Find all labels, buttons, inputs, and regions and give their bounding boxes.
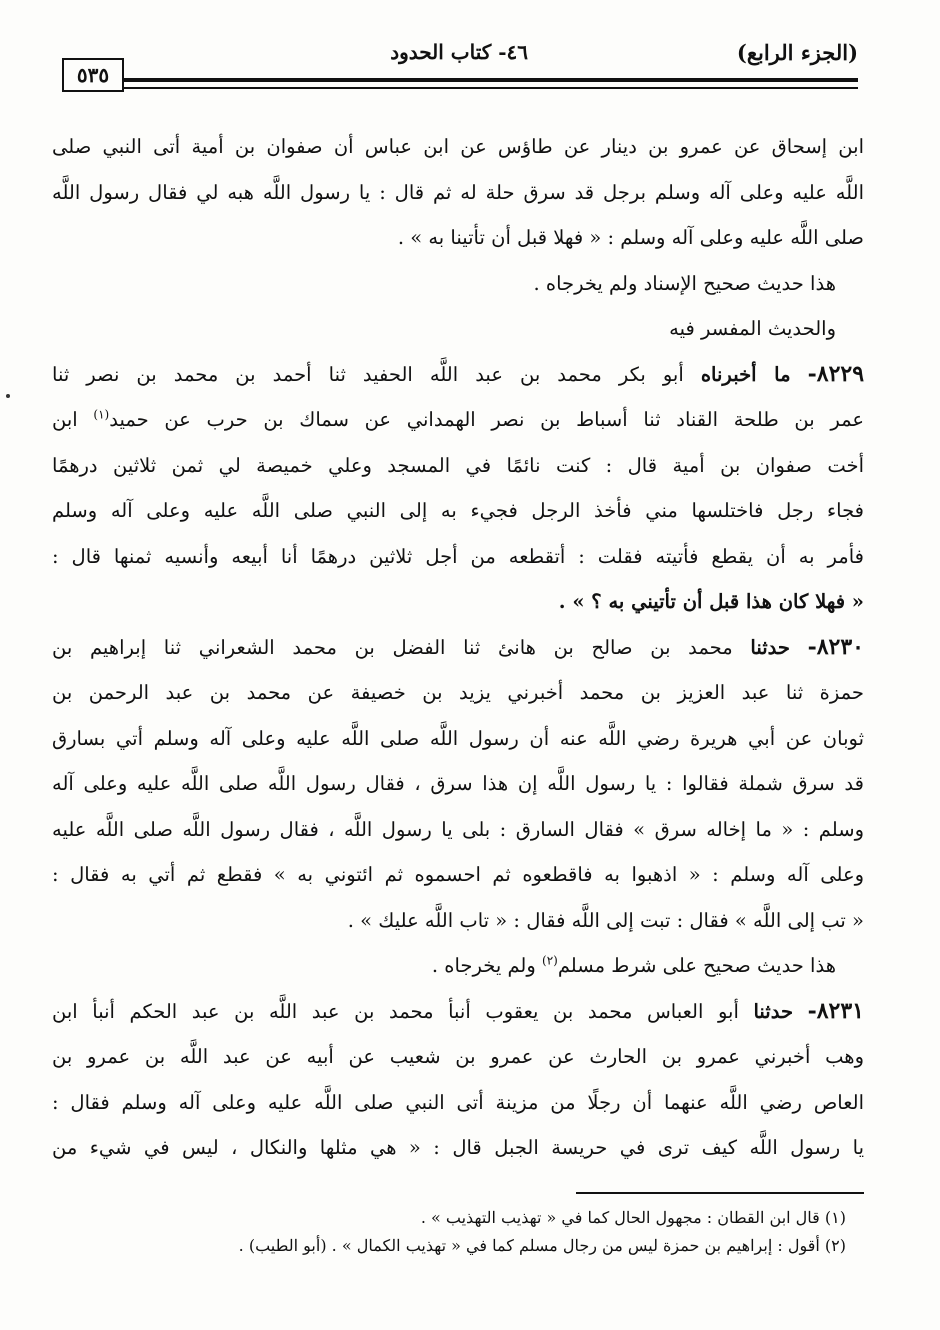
text-segment: ابن <box>52 408 78 431</box>
text-line: فأمر به أن يقطع فأتيته فقلت : أتقطعه من أجل ثلاثين درهمًا أنا أبيعه وأنسيه ثمنها قال : <box>52 544 864 568</box>
text-line <box>52 397 864 443</box>
page-number: ٥٣٥ <box>62 58 124 92</box>
text-line: صلى اللَّه عليه وعلى آله وسلم : « فهلا قبل أن تأتينا به » . <box>397 226 864 249</box>
paragraph-previous-hadith-end <box>52 124 864 261</box>
hadith-8229 <box>52 352 864 625</box>
text-line <box>52 943 836 989</box>
text-line: فجاء رجل فاختلسها مني فأخذ الرجل فجيء به إلى النبي صلى اللَّه عليه وعلى آله وسلم <box>52 499 864 522</box>
text-line: « تب إلى اللَّه » فقال : تبت إلى اللَّه فقال : « تاب اللَّه عليك » . <box>347 908 864 932</box>
margin-speck <box>6 394 10 398</box>
text-line: أخت صفوان بن أمية قال : كنت نائمًا في المسجد وعلي خميصة لي ثمن ثلاثين درهمًا <box>52 453 864 477</box>
footnote-1: (١) قال ابن القطان : مجهول الحال كما في « تهذيب التهذيب » . <box>420 1208 846 1227</box>
text-line: يا رسول اللَّه كيف ترى في حريسة الجبل قال : « هي مثلها والنكال ، ليس في شيء من <box>52 1136 864 1159</box>
part-label: (الجزء الرابع) <box>736 40 858 65</box>
text-line: حمزة ثنا عبد العزيز بن محمد أخبرني يزيد بن خصيفة عن محمد بن عبد الرحمن بن <box>52 681 864 704</box>
hadith-number: ٨٢٣٠- <box>807 633 864 660</box>
footnotes <box>52 1204 858 1260</box>
grading-note <box>52 261 864 307</box>
footnote-ref-1: (١) <box>93 407 110 422</box>
footnote-rule <box>576 1192 864 1194</box>
hadith-keyword: حدثنا <box>750 635 790 659</box>
footnote-2: (٢) أقول : إبراهيم بن حمزة ليس من رجال مسلم كما في « تهذيب الكمال » . (أبو الطيب) . <box>238 1236 846 1255</box>
text-line: هذا حديث صحيح الإسناد ولم يخرجاه . <box>533 271 836 295</box>
text-segment: عمر بن طلحة القناد ثنا أسباط بن نصر الهمداني عن سماك بن حرب عن حميد <box>109 408 864 431</box>
hadith-number: ٨٢٣١- <box>807 997 864 1024</box>
header-rule-thick <box>124 78 858 82</box>
text-line <box>52 989 864 1035</box>
chapter-note <box>52 306 864 352</box>
book-title: ٤٦- كتاب الحدود <box>390 40 528 64</box>
hadith-8231 <box>52 989 864 1171</box>
text-segment: ولم يخرجاه . <box>431 954 536 977</box>
text-line: وسلم : « ما إخاله سرق » فقال السارق : بلى يا رسول اللَّه ، فقال رسول اللَّه صلى اللَّه عليه <box>52 817 864 841</box>
text-segment: محمد بن صالح بن هانئ ثنا الفضل بن محمد الشعراني ثنا إبراهيم بن <box>52 635 733 659</box>
text-segment: أبو بكر محمد بن عبد اللَّه الحفيد ثنا أحمد بن محمد بن نصر ثنا <box>52 362 684 386</box>
text-line: ثوبان عن أبي هريرة رضي اللَّه عنه أن رسول اللَّه صلى اللَّه عليه وعلى آله وسلم أتي بسارق <box>52 726 864 750</box>
text-line: وهب أخبرني عمرو بن الحارث عن عمرو بن شعيب عن أبيه عن عبد اللَّه بن عمرو بن <box>52 1045 864 1068</box>
hadith-number: ٨٢٢٩- <box>807 360 864 387</box>
running-header <box>62 38 858 98</box>
text-line: والحديث المفسر فيه <box>669 317 836 340</box>
text-line: اللَّه عليه وعلى آله وسلم برجل قد سرق حلة له ثم قال : يا رسول اللَّه هبه لي فقال رسول اللَّه <box>52 180 864 204</box>
footnote-ref-2: (٢) <box>542 953 558 968</box>
text-line <box>52 625 864 671</box>
hadith-keyword: حدثنا <box>753 999 794 1023</box>
grading-note <box>52 943 864 989</box>
text-line: وعلى آله وسلم : « اذهبوا به فاقطعوه ثم احسموه ثم ائتوني به » فقطع ثم أتي به فقال : <box>52 863 864 886</box>
header-rule-thin <box>124 87 858 89</box>
main-text <box>52 124 864 1171</box>
text-line: ابن إسحاق عن عمرو بن دينار عن طاؤس عن ابن عباس أن صفوان بن أمية أتى النبي صلى <box>52 135 864 158</box>
text-segment: هذا حديث صحيح على شرط مسلم <box>557 954 836 977</box>
hadith-keyword: ما أخبرناه <box>700 362 791 386</box>
text-segment: أبو العباس محمد بن يعقوب أنبأ محمد بن عبد اللَّه بن عبد الحكم أنبأ ابن <box>52 999 739 1023</box>
text-line <box>52 352 864 398</box>
text-line: « فهلا كان هذا قبل أن تأتيني به ؟ » . <box>558 590 864 613</box>
text-line: قد سرق شملة فقالوا : يا رسول اللَّه إن هذا سرق ، فقال رسول اللَّه صلى اللَّه عليه وعلى آله <box>52 772 864 795</box>
text-line: العاص رضي اللَّه عنهما أن رجلًا من مزينة أتى النبي صلى اللَّه عليه وعلى آله وسلم فقال : <box>52 1090 864 1114</box>
hadith-8230 <box>52 625 864 944</box>
